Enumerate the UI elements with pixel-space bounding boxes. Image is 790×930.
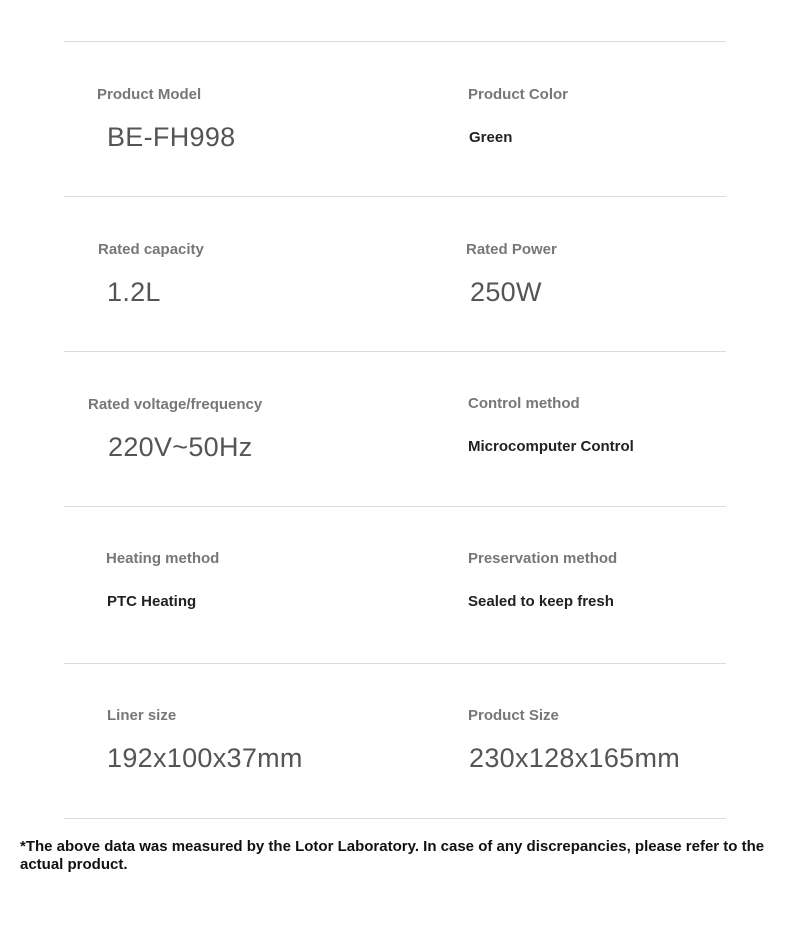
spec-value-rated-voltage-frequency: 220V~50Hz (108, 432, 253, 462)
spec-label-liner-size: Liner size (107, 707, 177, 724)
spec-value-preservation-method: Sealed to keep fresh (468, 593, 614, 610)
divider (64, 818, 726, 819)
spec-label-product-model: Product Model (97, 86, 202, 103)
spec-label-rated-power: Rated Power (466, 241, 557, 258)
spec-value-heating-method: PTC Heating (107, 593, 197, 610)
disclaimer-footnote: *The above data was measured by the Lotor Laboratory. In case of any discrepancies, please refer to the actual product. (20, 838, 765, 873)
divider (64, 663, 726, 664)
spec-label-heating-method: Heating method (106, 550, 220, 567)
spec-value-product-color: Green (469, 129, 513, 146)
spec-value-rated-capacity: 1.2L (107, 277, 161, 307)
spec-label-control-method: Control method (468, 395, 580, 412)
divider (64, 196, 726, 197)
spec-label-product-size: Product Size (468, 707, 559, 724)
spec-value-control-method: Microcomputer Control (468, 438, 634, 455)
spec-label-preservation-method: Preservation method (468, 550, 618, 567)
spec-value-product-model: BE-FH998 (107, 122, 236, 152)
divider (64, 351, 726, 352)
spec-label-rated-capacity: Rated capacity (98, 241, 204, 258)
spec-label-product-color: Product Color (468, 86, 568, 103)
divider (64, 41, 726, 42)
spec-label-rated-voltage-frequency: Rated voltage/frequency (88, 396, 263, 413)
divider (64, 506, 726, 507)
spec-value-liner-size: 192x100x37mm (107, 743, 303, 773)
spec-value-rated-power: 250W (470, 277, 542, 307)
spec-value-product-size: 230x128x165mm (469, 743, 681, 773)
